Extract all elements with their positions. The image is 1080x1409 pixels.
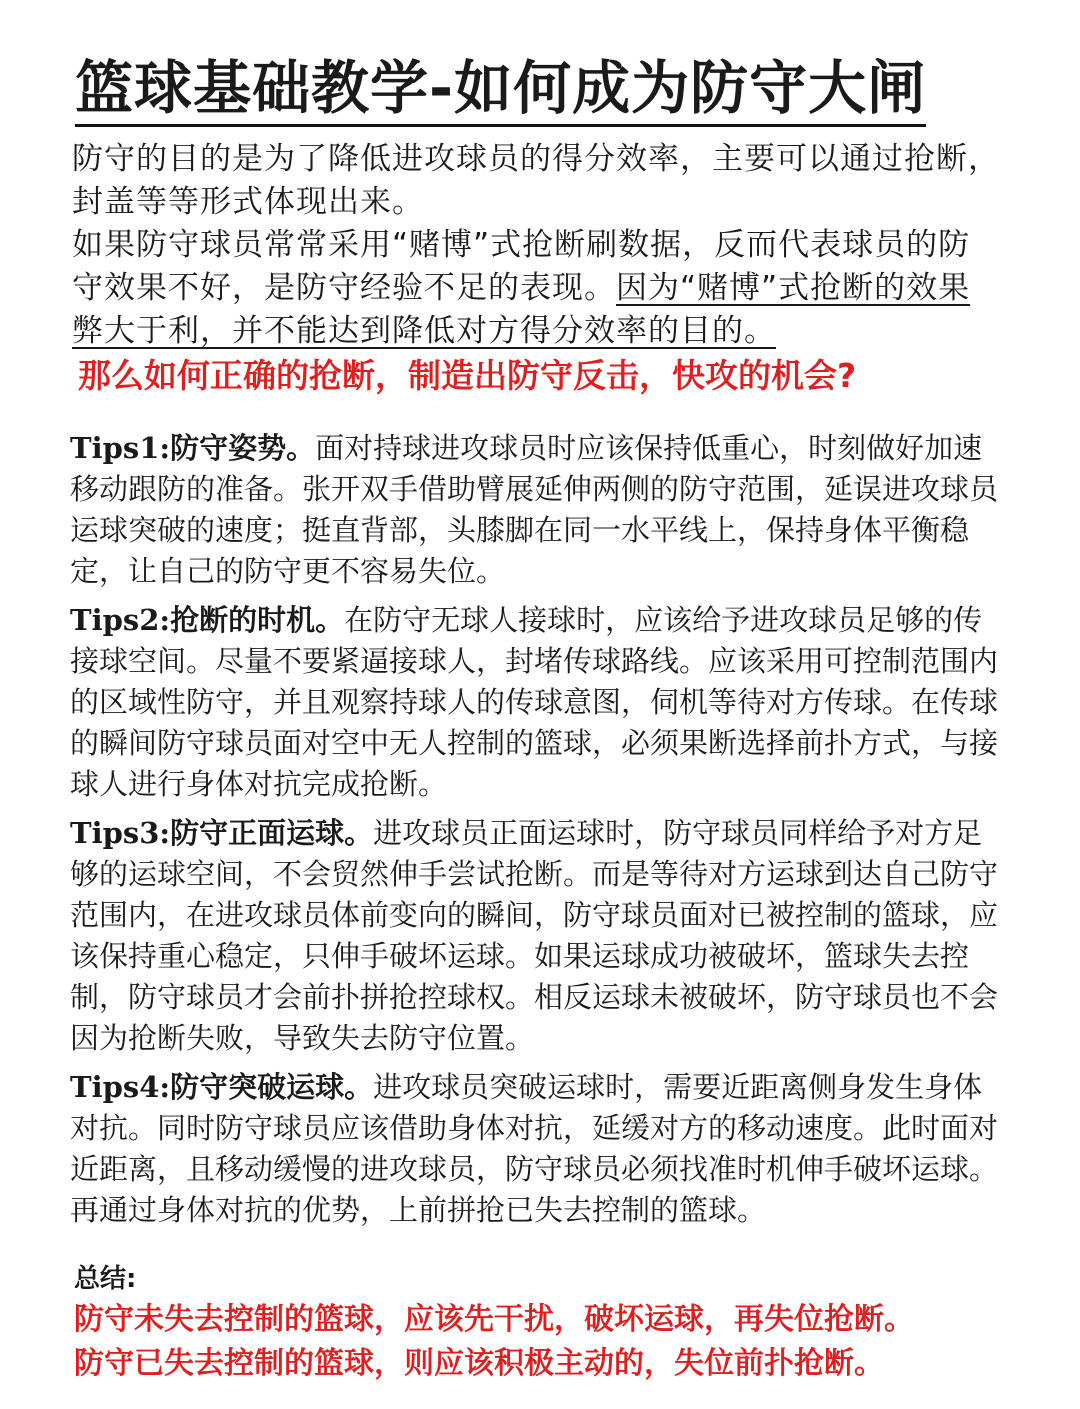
tip-label: Tips4: [70, 1070, 171, 1104]
intro-paragraph-1: 防守的目的是为了降低进攻球员的得分效率，主要可以通过抢断，封盖等等形式体现出来。 [72, 141, 1000, 220]
summary-label: 总结: [74, 1264, 137, 1294]
tip-label: Tips3: [70, 816, 171, 850]
tip-body: 进攻球员突破运球时，需要近距离侧身发生身体对抗。同时防守球员应该借助身体对抗，延缓对方的移动速度。此时面对近距离，且移动缓慢的进攻球员，防守球员必须找准时机伸手破坏运球。再通过身体对抗的优势，上前拼抢已失去控制的篮球。 [70, 1070, 999, 1227]
summary-line-1: 防守未失去控制的篮球，应该先干扰，破坏运球，再失位抢断。 [74, 1302, 914, 1337]
key-question: 那么如何正确的抢断，制造出防守反击，快攻的机会? [78, 356, 857, 395]
summary-section [74, 1262, 1004, 1386]
tip-label: Tips2: [70, 603, 171, 637]
summary-line-2: 防守已失去控制的篮球，则应该积极主动的，失位前扑抢断。 [74, 1346, 884, 1381]
tip-heading: 防守正面运球。 [170, 816, 374, 850]
intro-paragraph-2 [72, 224, 1002, 353]
tip-4 [70, 1067, 1000, 1231]
tip-body: 在防守无球人接球时，应该给予进攻球员足够的传接球空间。尽量不要紧逼接球人，封堵传球路线。应该采用可控制范围内的区域性防守，并且观察持球人的传球意图，伺机等待对方传球。在传球的瞬间防守球员面对空中无人控制的篮球，必须果断选择前扑方式，与接球人进行身体对抗完成抢断。 [70, 603, 999, 801]
page-title: 篮球基础教学-如何成为防守大闸 [75, 52, 926, 127]
tip-heading: 防守突破运球。 [170, 1070, 374, 1104]
tip-3 [70, 813, 1000, 1059]
intro-underlined-text: 因为“赌博”式抢断的效果弊大于利，并不能达到降低对方得分效率的目的。 [72, 270, 971, 349]
intro-section [72, 138, 1002, 353]
tip-label: Tips1: [70, 431, 171, 465]
tip-body: 面对持球进攻球员时应该保持低重心，时刻做好加速移动跟防的准备。张开双手借助臂展延伸两侧的防守范围，延误进攻球员运球突破的速度；挺直背部，头膝脚在同一水平线上，保持身体平衡稳定，让自己的防守更不容易失位。 [70, 431, 999, 588]
tip-heading: 防守姿势。 [170, 431, 316, 465]
tip-2 [70, 600, 1000, 805]
tip-1 [70, 428, 1000, 592]
tip-body: 进攻球员正面运球时，防守球员同样给予对方足够的运球空间，不会贸然伸手尝试抢断。而是等待对方运球到达自己防守范围内，在进攻球员体前变向的瞬间，防守球员面对已被控制的篮球，应该保持重心稳定，只伸手破坏运球。如果运球成功被破坏，篮球失去控制，防守球员才会前扑拼抢控球权。相反运球未被破坏，防守球员也不会因为抢断失败，导致失去防守位置。 [70, 816, 999, 1055]
intro-paragraph-2-text: 如果防守球员常常采用“赌博”式抢断刷数据，反而代表球员的防守效果不好，是防守经验不足的表现。 [72, 227, 971, 306]
tip-heading: 抢断的时机。 [170, 603, 345, 637]
tips-section [70, 428, 1000, 1239]
